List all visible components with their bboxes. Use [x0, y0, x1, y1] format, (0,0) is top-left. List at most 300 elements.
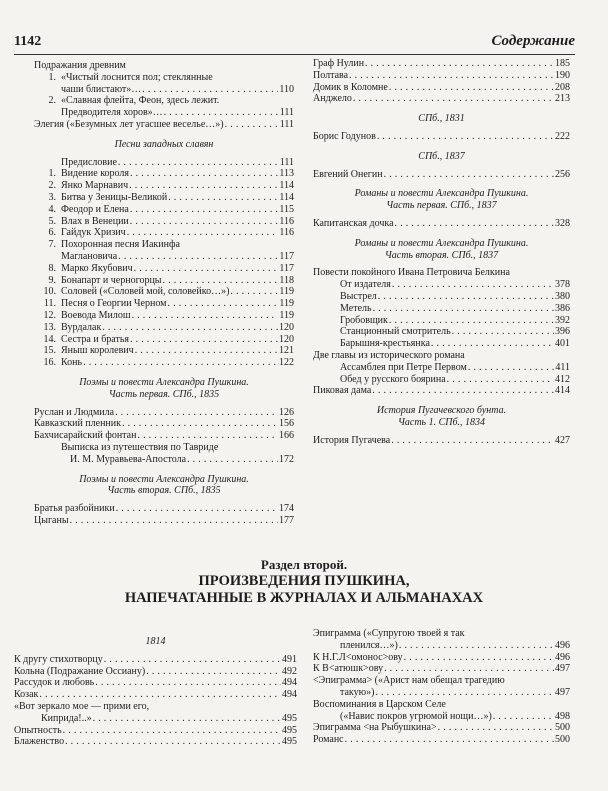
- entry-number: 1.: [48, 168, 56, 180]
- toc-entry: [313, 218, 570, 230]
- page-ref: 396: [555, 326, 570, 338]
- toc-entry: [14, 654, 297, 666]
- toc-entry: [313, 326, 570, 338]
- entry-title: К В<атюшк>ову: [313, 663, 384, 675]
- page-ref: 114: [279, 191, 294, 203]
- toc-entry: [14, 677, 297, 689]
- leader-dots: [115, 407, 278, 419]
- page-ref: 392: [555, 314, 570, 326]
- leader-dots: [70, 515, 278, 527]
- entry-number: 11.: [43, 298, 56, 310]
- entry-title-wrap: [34, 357, 82, 369]
- entry-title: Битва у Зеницы-Великой: [61, 191, 168, 203]
- toc-entry: [34, 168, 294, 180]
- entry-number: 7.: [48, 239, 56, 251]
- entry-title: «Чистый лоснится пол; стеклянные: [61, 71, 213, 83]
- toc-entry: [34, 357, 294, 369]
- entry-title: Кольна (Подражание Оссиану): [14, 665, 146, 677]
- toc-entry: [313, 722, 570, 734]
- toc-entry: [34, 263, 294, 275]
- leader-dots: [391, 435, 554, 447]
- entry-title: Метель: [340, 302, 372, 314]
- leader-dots: [130, 216, 279, 228]
- toc-entry: [34, 454, 294, 466]
- toc-entry: [313, 640, 570, 652]
- leader-dots: [438, 722, 554, 734]
- section-heading-line: Поэмы и повести Александра Пушкина.: [79, 376, 249, 388]
- leader-dots: [130, 168, 278, 180]
- page-ref: 414: [555, 385, 570, 397]
- leader-dots: [134, 263, 279, 275]
- page-ref: 494: [282, 677, 297, 689]
- entry-title: Эпиграмма («Супругою твоей я так: [313, 628, 465, 639]
- entry-title: Опытность: [14, 724, 62, 736]
- toc-entry-text: [313, 628, 570, 640]
- entry-title: Блаженство: [14, 736, 65, 748]
- leader-dots: [122, 418, 278, 430]
- leader-dots: [392, 279, 554, 291]
- toc-entry: [313, 687, 570, 699]
- entry-number: 12.: [43, 309, 56, 321]
- section-heading-line: Часть вторая. СПб., 1835: [107, 485, 221, 497]
- entry-title: «Вот зеркало мое — прими его,: [14, 700, 150, 712]
- entry-title: И. М. Муравьева-Апостола: [70, 453, 187, 465]
- page-ref: 427: [555, 434, 570, 446]
- entry-title: Гайдук Хризич: [61, 227, 126, 239]
- leader-dots: [137, 430, 278, 442]
- leader-dots: [377, 131, 554, 143]
- entry-number: 16.: [43, 357, 56, 369]
- entry-title: Сестра и братья: [61, 333, 129, 345]
- leader-dots: [116, 503, 278, 515]
- entry-title-wrap: [340, 711, 492, 723]
- section-label: Раздел второй.: [260, 557, 348, 572]
- toc-entry-text: [34, 95, 294, 107]
- section-title-line1: ПРОИЗВЕДЕНИЯ ПУШКИНА,: [198, 573, 410, 589]
- entry-title: К Н.Г.Л<омонос>ову: [313, 651, 403, 663]
- entry-title-wrap: [14, 689, 38, 701]
- entry-title-wrap: [340, 362, 467, 374]
- entry-title: пленился…»): [340, 639, 398, 651]
- page-ref: 494: [282, 689, 297, 701]
- toc-entry: [313, 711, 570, 723]
- page-ref: 121: [279, 345, 294, 357]
- section-heading-line: Песни западных славян: [114, 138, 214, 150]
- entry-title: Вурдалак: [61, 321, 102, 333]
- page-ref: 190: [555, 69, 570, 81]
- leader-dots: [104, 654, 281, 666]
- leader-dots: [132, 310, 279, 322]
- toc-entry: [34, 322, 294, 334]
- leader-dots: [384, 169, 554, 181]
- leader-dots: [431, 338, 554, 350]
- toc-entry-text: [34, 239, 294, 251]
- entry-title-wrap: [34, 263, 133, 275]
- section-heading-line: Часть вторая. СПб., 1837: [384, 249, 499, 261]
- entry-title-wrap: [34, 275, 162, 287]
- entry-title-wrap: [34, 204, 129, 216]
- toc-entry: [34, 84, 294, 96]
- leader-dots: [142, 84, 278, 96]
- page-ref: 166: [279, 430, 294, 442]
- page-ref: 497: [555, 686, 570, 698]
- section-heading-line: История Пугачевского бунта.: [376, 405, 507, 417]
- toc-entry-text: [34, 442, 294, 454]
- entry-title-wrap: [340, 279, 391, 291]
- section-heading: [0, 557, 608, 607]
- page-ref: 500: [555, 722, 570, 734]
- entry-title-wrap: [313, 70, 348, 82]
- leader-dots: [447, 374, 554, 386]
- entry-title: Подражания древним: [34, 60, 126, 71]
- page-ref: 115: [279, 203, 294, 215]
- entry-title-wrap: [14, 654, 103, 666]
- toc-entry-text: [313, 699, 570, 711]
- entry-title: <Эпиграмма> («Арист нам обещал трагедию: [313, 675, 505, 687]
- entry-title: «Славная флейта, Феон, здесь лежит.: [61, 95, 220, 107]
- entry-title-wrap: [61, 251, 117, 263]
- toc-right-column: [313, 58, 570, 447]
- toc-entry: [34, 515, 294, 527]
- entry-title: Кавказский пленник: [34, 418, 121, 430]
- toc-section-heading: [14, 636, 297, 648]
- toc-entry: [34, 275, 294, 287]
- entry-title: Обед у русского боярина: [340, 373, 446, 385]
- entry-number: 3.: [48, 191, 56, 203]
- entry-title: Романс: [313, 734, 344, 746]
- entry-title-wrap: [340, 687, 374, 699]
- page-ref: 256: [555, 168, 570, 180]
- leader-dots: [493, 711, 554, 723]
- leader-dots: [130, 334, 278, 346]
- toc-entry: [14, 666, 297, 678]
- leader-dots: [83, 357, 278, 369]
- toc-entry: [313, 315, 570, 327]
- entry-number: 13.: [43, 321, 56, 333]
- section-heading-line: Часть 1. СПб., 1834: [397, 416, 486, 428]
- entry-title-wrap: [34, 503, 115, 515]
- entry-title-wrap: [14, 725, 62, 737]
- page-ref: 122: [279, 357, 294, 369]
- entry-title: Рассудок и любовь: [14, 677, 95, 689]
- leader-dots: [127, 227, 279, 239]
- entry-title: Влах в Венеции: [61, 215, 129, 227]
- entry-title: Выстрел: [340, 290, 377, 302]
- toc-entry: [313, 652, 570, 664]
- toc-section-heading: [34, 377, 294, 401]
- entry-title-wrap: [313, 218, 394, 230]
- toc-entry: [34, 298, 294, 310]
- entry-number: 1.: [48, 71, 56, 83]
- leader-dots: [404, 652, 554, 664]
- toc-entry: [34, 227, 294, 239]
- entry-title: Воевода Милош: [61, 309, 131, 321]
- page-ref: 496: [555, 651, 570, 663]
- toc-section-heading: [34, 474, 294, 498]
- entry-number: 15.: [43, 345, 56, 357]
- page-ref: 113: [279, 168, 294, 180]
- toc-entry: [34, 334, 294, 346]
- entry-title: чаши блистают»…: [61, 83, 142, 95]
- section-heading-line: СПб., 1837: [418, 150, 465, 162]
- leader-dots: [468, 362, 555, 374]
- toc-entry: [14, 713, 297, 725]
- page-ref: 114: [279, 180, 294, 192]
- entry-title-wrap: [34, 407, 114, 419]
- section-heading-line: 1814: [145, 636, 166, 647]
- entry-title-wrap: [34, 227, 126, 239]
- entry-title: Братья разбойники: [34, 503, 115, 515]
- entry-title: Ассамблея при Петре Первом: [340, 361, 467, 373]
- toc-entry-text: [313, 267, 570, 279]
- page-ref: 119: [279, 298, 294, 310]
- entry-title-wrap: [313, 435, 390, 447]
- entry-title-wrap: [34, 310, 131, 322]
- entry-title-wrap: [61, 157, 117, 169]
- entry-title: Киприда!..»: [41, 712, 92, 724]
- leader-dots: [146, 666, 281, 678]
- toc-entry: [34, 119, 294, 131]
- page-ref: 120: [279, 333, 294, 345]
- entry-title-wrap: [340, 374, 446, 386]
- page-ref: 110: [279, 83, 294, 95]
- page-ref: 111: [279, 118, 294, 130]
- entry-title-wrap: [34, 334, 129, 346]
- entry-title-wrap: [340, 315, 388, 327]
- page-ref: 185: [555, 58, 570, 69]
- leader-dots: [164, 107, 279, 119]
- page-ref: 208: [555, 81, 570, 93]
- page-ref: 119: [279, 309, 294, 321]
- entry-title-wrap: [34, 515, 69, 527]
- entry-title: Похоронная песня Иакинфа: [61, 239, 180, 251]
- entry-title-wrap: [34, 216, 129, 228]
- page-ref: 411: [555, 361, 570, 373]
- entry-number: 2.: [48, 180, 56, 192]
- entry-title-wrap: [34, 430, 136, 442]
- page-ref: 118: [279, 274, 294, 286]
- entry-title-wrap: [14, 736, 64, 748]
- toc-entry: [313, 169, 570, 181]
- leader-dots: [225, 119, 279, 131]
- entry-title-wrap: [313, 58, 364, 70]
- page-ref: 412: [555, 373, 570, 385]
- leader-dots: [395, 218, 554, 230]
- page-ref: 401: [555, 338, 570, 350]
- entry-title: Бонапарт и черногорцы: [61, 274, 162, 286]
- leader-dots: [365, 58, 554, 70]
- toc-entry: [313, 291, 570, 303]
- leader-dots: [95, 677, 281, 689]
- page-ref: 177: [279, 514, 294, 526]
- entry-title: Гробовщик: [340, 314, 388, 326]
- entry-title: («Навис покров угрюмой нощи…»): [340, 710, 492, 722]
- entry-title: Марко Якубович: [61, 262, 133, 274]
- leader-dots: [378, 291, 554, 303]
- toc-entry: [313, 70, 570, 82]
- entry-title-wrap: [34, 298, 167, 310]
- page-ref: 495: [282, 724, 297, 736]
- page-ref: 119: [279, 286, 294, 298]
- toc-section-heading: [313, 188, 570, 212]
- toc-entry: [34, 251, 294, 263]
- page-ref: 496: [555, 639, 570, 651]
- page-ref: 126: [279, 406, 294, 418]
- entry-title-wrap: [313, 82, 388, 94]
- entry-title: Предводителя хоров»…: [61, 107, 163, 119]
- toc-entry: [34, 503, 294, 515]
- toc-entry-text: [313, 350, 570, 362]
- page-ref: 500: [555, 734, 570, 746]
- toc-entry-text: [34, 72, 294, 84]
- toc-entry: [34, 192, 294, 204]
- entry-title-wrap: [313, 722, 437, 734]
- page-ref: 117: [279, 262, 294, 274]
- leader-dots: [168, 298, 279, 310]
- header-rule: [14, 54, 575, 55]
- page-ref: 328: [555, 217, 570, 229]
- entry-title-wrap: [34, 192, 167, 204]
- entry-title: Барышня-крестьянка: [340, 338, 430, 350]
- entry-title: Пиковая дама: [313, 385, 372, 397]
- toc-bottom-right-column: [313, 628, 570, 746]
- leader-dots: [39, 689, 281, 701]
- leader-dots: [399, 640, 554, 652]
- entry-title: Борис Годунов: [313, 130, 376, 142]
- toc-entry-text: [34, 60, 294, 72]
- page-ref: 172: [279, 453, 294, 465]
- entry-title: Станционный смотритель: [340, 326, 451, 338]
- entry-number: 8.: [48, 262, 56, 274]
- page-ref: 117: [279, 250, 294, 262]
- leader-dots: [375, 687, 554, 699]
- page-ref: 492: [282, 665, 297, 677]
- entry-title-wrap: [34, 345, 134, 357]
- entry-title-wrap: [34, 180, 128, 192]
- entry-number: 6.: [48, 227, 56, 239]
- toc-entry: [34, 107, 294, 119]
- entry-title-wrap: [34, 418, 121, 430]
- toc-entry: [313, 734, 570, 746]
- page-ref: 111: [279, 107, 294, 119]
- toc-entry: [313, 435, 570, 447]
- entry-title-wrap: [340, 291, 377, 303]
- section-heading-line: Часть первая. СПб., 1835: [108, 388, 220, 400]
- toc-entry: [34, 286, 294, 298]
- entry-title: Цыганы: [34, 514, 69, 526]
- toc-section-heading: [34, 139, 294, 151]
- entry-title-wrap: [313, 93, 352, 105]
- leader-dots: [452, 326, 554, 338]
- leader-dots: [118, 251, 278, 263]
- leader-dots: [130, 204, 279, 216]
- entry-title: От издателя: [340, 279, 391, 291]
- page-ref: 386: [555, 302, 570, 314]
- entry-title: К другу стихотворцу: [14, 653, 103, 665]
- entry-title-wrap: [34, 168, 129, 180]
- toc-entry: [34, 180, 294, 192]
- entry-title: Видение короля: [61, 168, 129, 180]
- toc-section-heading: [313, 405, 570, 429]
- toc-entry: [34, 430, 294, 442]
- entry-title: Соловей («Соловей мой, соловейко…»): [61, 286, 230, 298]
- page-ref: 174: [279, 503, 294, 515]
- toc-entry: [313, 279, 570, 291]
- toc-entry: [14, 725, 297, 737]
- toc-entry: [313, 93, 570, 105]
- page-ref: 498: [555, 710, 570, 722]
- running-title: Содержание: [491, 33, 575, 49]
- entry-title-wrap: [340, 338, 430, 350]
- toc-section-heading: [313, 238, 570, 262]
- entry-title: Конь: [61, 357, 83, 369]
- toc-entry: [34, 345, 294, 357]
- entry-title-wrap: [313, 385, 371, 397]
- entry-title: Домик в Коломне: [313, 81, 388, 93]
- toc-entry: [14, 736, 297, 748]
- toc-entry: [313, 338, 570, 350]
- entry-title-wrap: [14, 666, 145, 678]
- toc-entry: [313, 663, 570, 675]
- entry-title: Элегия («Безумных лет угасшее веселье…»): [34, 118, 224, 130]
- entry-title-wrap: [34, 119, 224, 131]
- page-ref: 213: [555, 93, 570, 105]
- entry-number: 10.: [43, 286, 56, 298]
- leader-dots: [372, 385, 554, 397]
- entry-number: 9.: [48, 274, 56, 286]
- entry-number: 5.: [48, 215, 56, 227]
- page-ref: 378: [555, 279, 570, 291]
- entry-title-wrap: [313, 169, 383, 181]
- leader-dots: [187, 454, 278, 466]
- entry-title: Бахчисарайский фонтан: [34, 430, 137, 442]
- page-ref: 116: [279, 215, 294, 227]
- leader-dots: [389, 315, 554, 327]
- leader-dots: [168, 192, 278, 204]
- entry-title-wrap: [313, 131, 376, 143]
- entry-title: Повести покойного Ивана Петровича Белкина: [313, 267, 510, 279]
- leader-dots: [384, 663, 554, 675]
- toc-entry: [313, 303, 570, 315]
- entry-title-wrap: [14, 677, 94, 689]
- entry-title-wrap: [34, 322, 101, 334]
- entry-title: Яныш королевич: [61, 345, 134, 357]
- entry-number: 14.: [43, 333, 56, 345]
- leader-dots: [93, 713, 281, 725]
- entry-number: 4.: [48, 203, 56, 215]
- section-heading-line: Романы и повести Александра Пушкина.: [354, 188, 529, 200]
- toc-entry: [34, 407, 294, 419]
- page-ref: 495: [282, 736, 297, 748]
- toc-bottom-left-column: [14, 628, 297, 748]
- leader-dots: [63, 725, 281, 737]
- entry-number: 2.: [48, 95, 56, 107]
- toc-entry: [313, 131, 570, 143]
- toc-entry: [34, 204, 294, 216]
- entry-title-wrap: [61, 107, 163, 119]
- entry-title: История Пугачева: [313, 434, 391, 446]
- entry-title-wrap: [340, 303, 372, 315]
- page-ref: 380: [555, 290, 570, 302]
- section-heading-line: Поэмы и повести Александра Пушкина.: [79, 473, 249, 485]
- leader-dots: [349, 70, 554, 82]
- entry-title: Полтава: [313, 69, 349, 81]
- leader-dots: [373, 303, 554, 315]
- toc-left-column: [34, 60, 294, 527]
- entry-title-wrap: [313, 652, 403, 664]
- leader-dots: [118, 157, 279, 169]
- page-ref: 495: [282, 712, 297, 724]
